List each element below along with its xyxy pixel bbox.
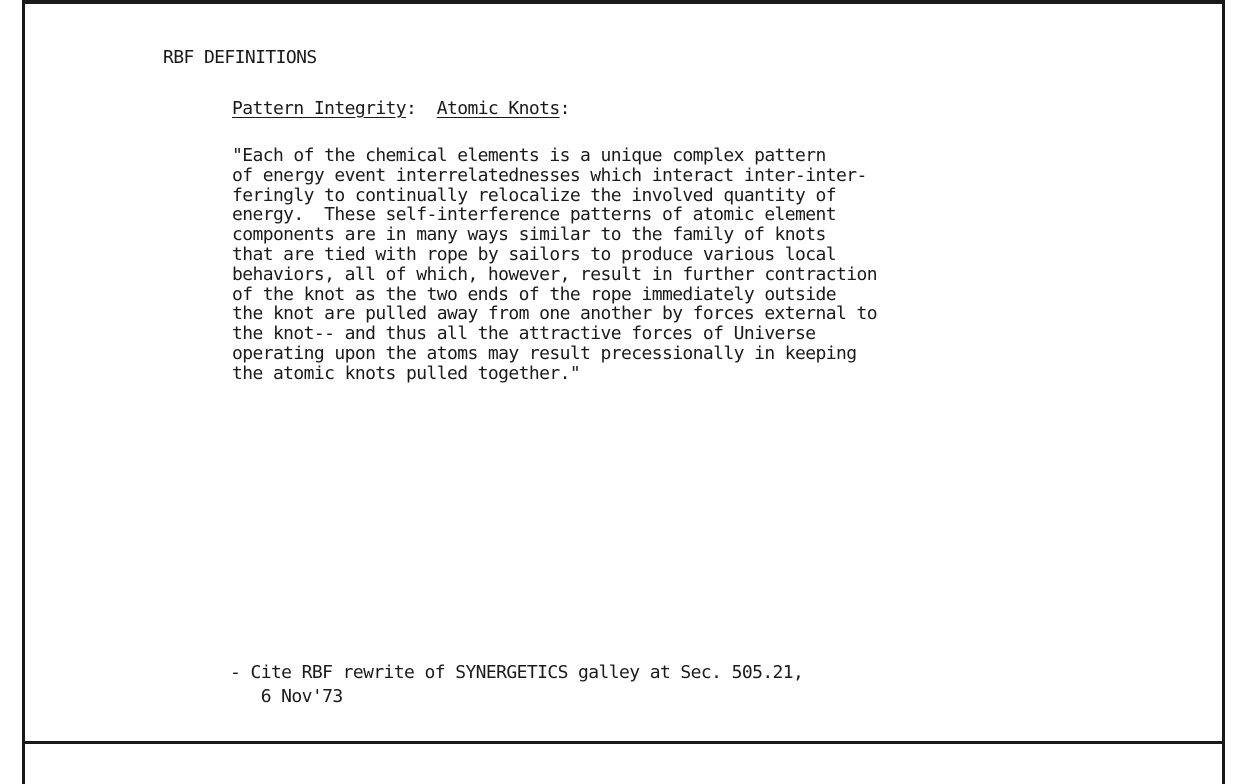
quote-line: components are in many ways similar to the family of knots [232,224,826,246]
next-index-card [22,744,1225,784]
citation-line-2: 6 Nov'73 [230,686,343,707]
citation [230,661,803,709]
quote-line: behaviors, all of which, however, result in further contraction [232,263,877,285]
quote-line: that are tied with rope by sailors to produce various local [232,243,836,265]
quote-line: the knot are pulled away from one another by forces external to [232,303,877,325]
term-label: Pattern Integrity [232,98,407,119]
quote-line: feringly to continually relocalize the involved quantity of [232,184,836,206]
card-heading: RBF DEFINITIONS [163,47,317,68]
quote-line: of energy event interrelatednesses which interact inter-inter- [232,164,867,186]
subterm-label: Atomic Knots [436,98,560,119]
quote-line: energy. These self-interference patterns of atomic element [232,204,836,226]
term-separator: : [406,98,437,119]
quote-line: the atomic knots pulled together." [232,362,581,384]
quote-line: of the knot as the two ends of the rope immediately outside [232,283,836,305]
citation-line-1: - Cite RBF rewrite of SYNERGETICS galley at Sec. 505.21, [230,662,804,683]
subterm-end: : [559,98,570,119]
quote-line: operating upon the atoms may result precessionally in keeping [232,342,857,364]
quote-line: the knot-- and thus all the attractive forces of Universe [232,323,816,345]
quote-line: "Each of the chemical elements is a unique complex pattern [232,145,826,166]
definition-quote [232,146,877,384]
definition-title [232,97,570,121]
